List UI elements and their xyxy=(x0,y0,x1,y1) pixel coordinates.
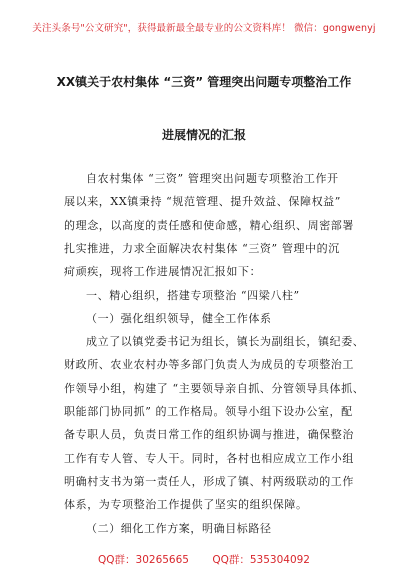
body-paragraph-line: 明确村支书为第一责任人，形成了镇、村两级联动的工作 xyxy=(64,474,354,488)
body-paragraph-line: 职能部门协同抓” 的工作格局。领导小组下设办公室，配 xyxy=(64,405,353,418)
body-paragraph-line: 的理念，以高度的责任感和使命感，精心组织、周密部署 xyxy=(64,218,354,232)
footer-contact xyxy=(0,552,408,567)
promo-banner: 关注头条号"公文研究"，获得最新最全最专业的公文资料库！ 微信：gongwenyj xyxy=(32,23,376,34)
qq-group-1: QQ群：30265665 xyxy=(98,554,189,566)
body-paragraph-line: 自农村集体 “三资” 管理突出问题专项整治工作开 xyxy=(86,172,339,185)
document-title-continued: 进展情况的汇报 xyxy=(161,128,246,142)
body-paragraph-line: 疴顽疾，现将工作进展情况汇报如下： xyxy=(64,265,262,279)
body-paragraph-line: 财政所、农业农村办等多部门负责人为成员的专项整治工 xyxy=(64,358,354,372)
body-paragraph-line: 展以来，XX镇秉持 “规范管理、提升效益、保障权益” xyxy=(64,195,342,209)
body-paragraph-line: 体系，为专项整治工作提供了坚实的组织保障。 xyxy=(64,498,308,512)
section-heading: 一、精心组织，搭建专项整治 “四梁八柱” xyxy=(86,288,300,302)
body-paragraph-line: 成立了以镇党委书记为组长，镇长为副组长，镇纪委、 xyxy=(86,335,365,349)
subsection-heading: （二）细化工作方案，明确目标路径 xyxy=(86,521,272,535)
body-paragraph-line: 作领导小组，构建了 “主要领导亲自抓、分管领导具体抓、 xyxy=(64,381,365,395)
body-paragraph-line: 工作有专人管、专人干。同时，各村也相应成立工作小组 xyxy=(64,451,354,465)
body-paragraph-line: 备专职人员，负责日常工作的组织协调与推进，确保整治 xyxy=(64,428,354,442)
qq-group-2: QQ群：535304092 xyxy=(212,554,310,566)
document-title: XX镇关于农村集体 “三资” 管理突出问题专项整治工作 xyxy=(56,75,352,89)
body-paragraph-line: 扎实推进，力求全面解决农村集体 “三资” 管理中的沉 xyxy=(64,241,340,255)
subsection-heading: （一）强化组织领导，健全工作体系 xyxy=(86,311,272,325)
